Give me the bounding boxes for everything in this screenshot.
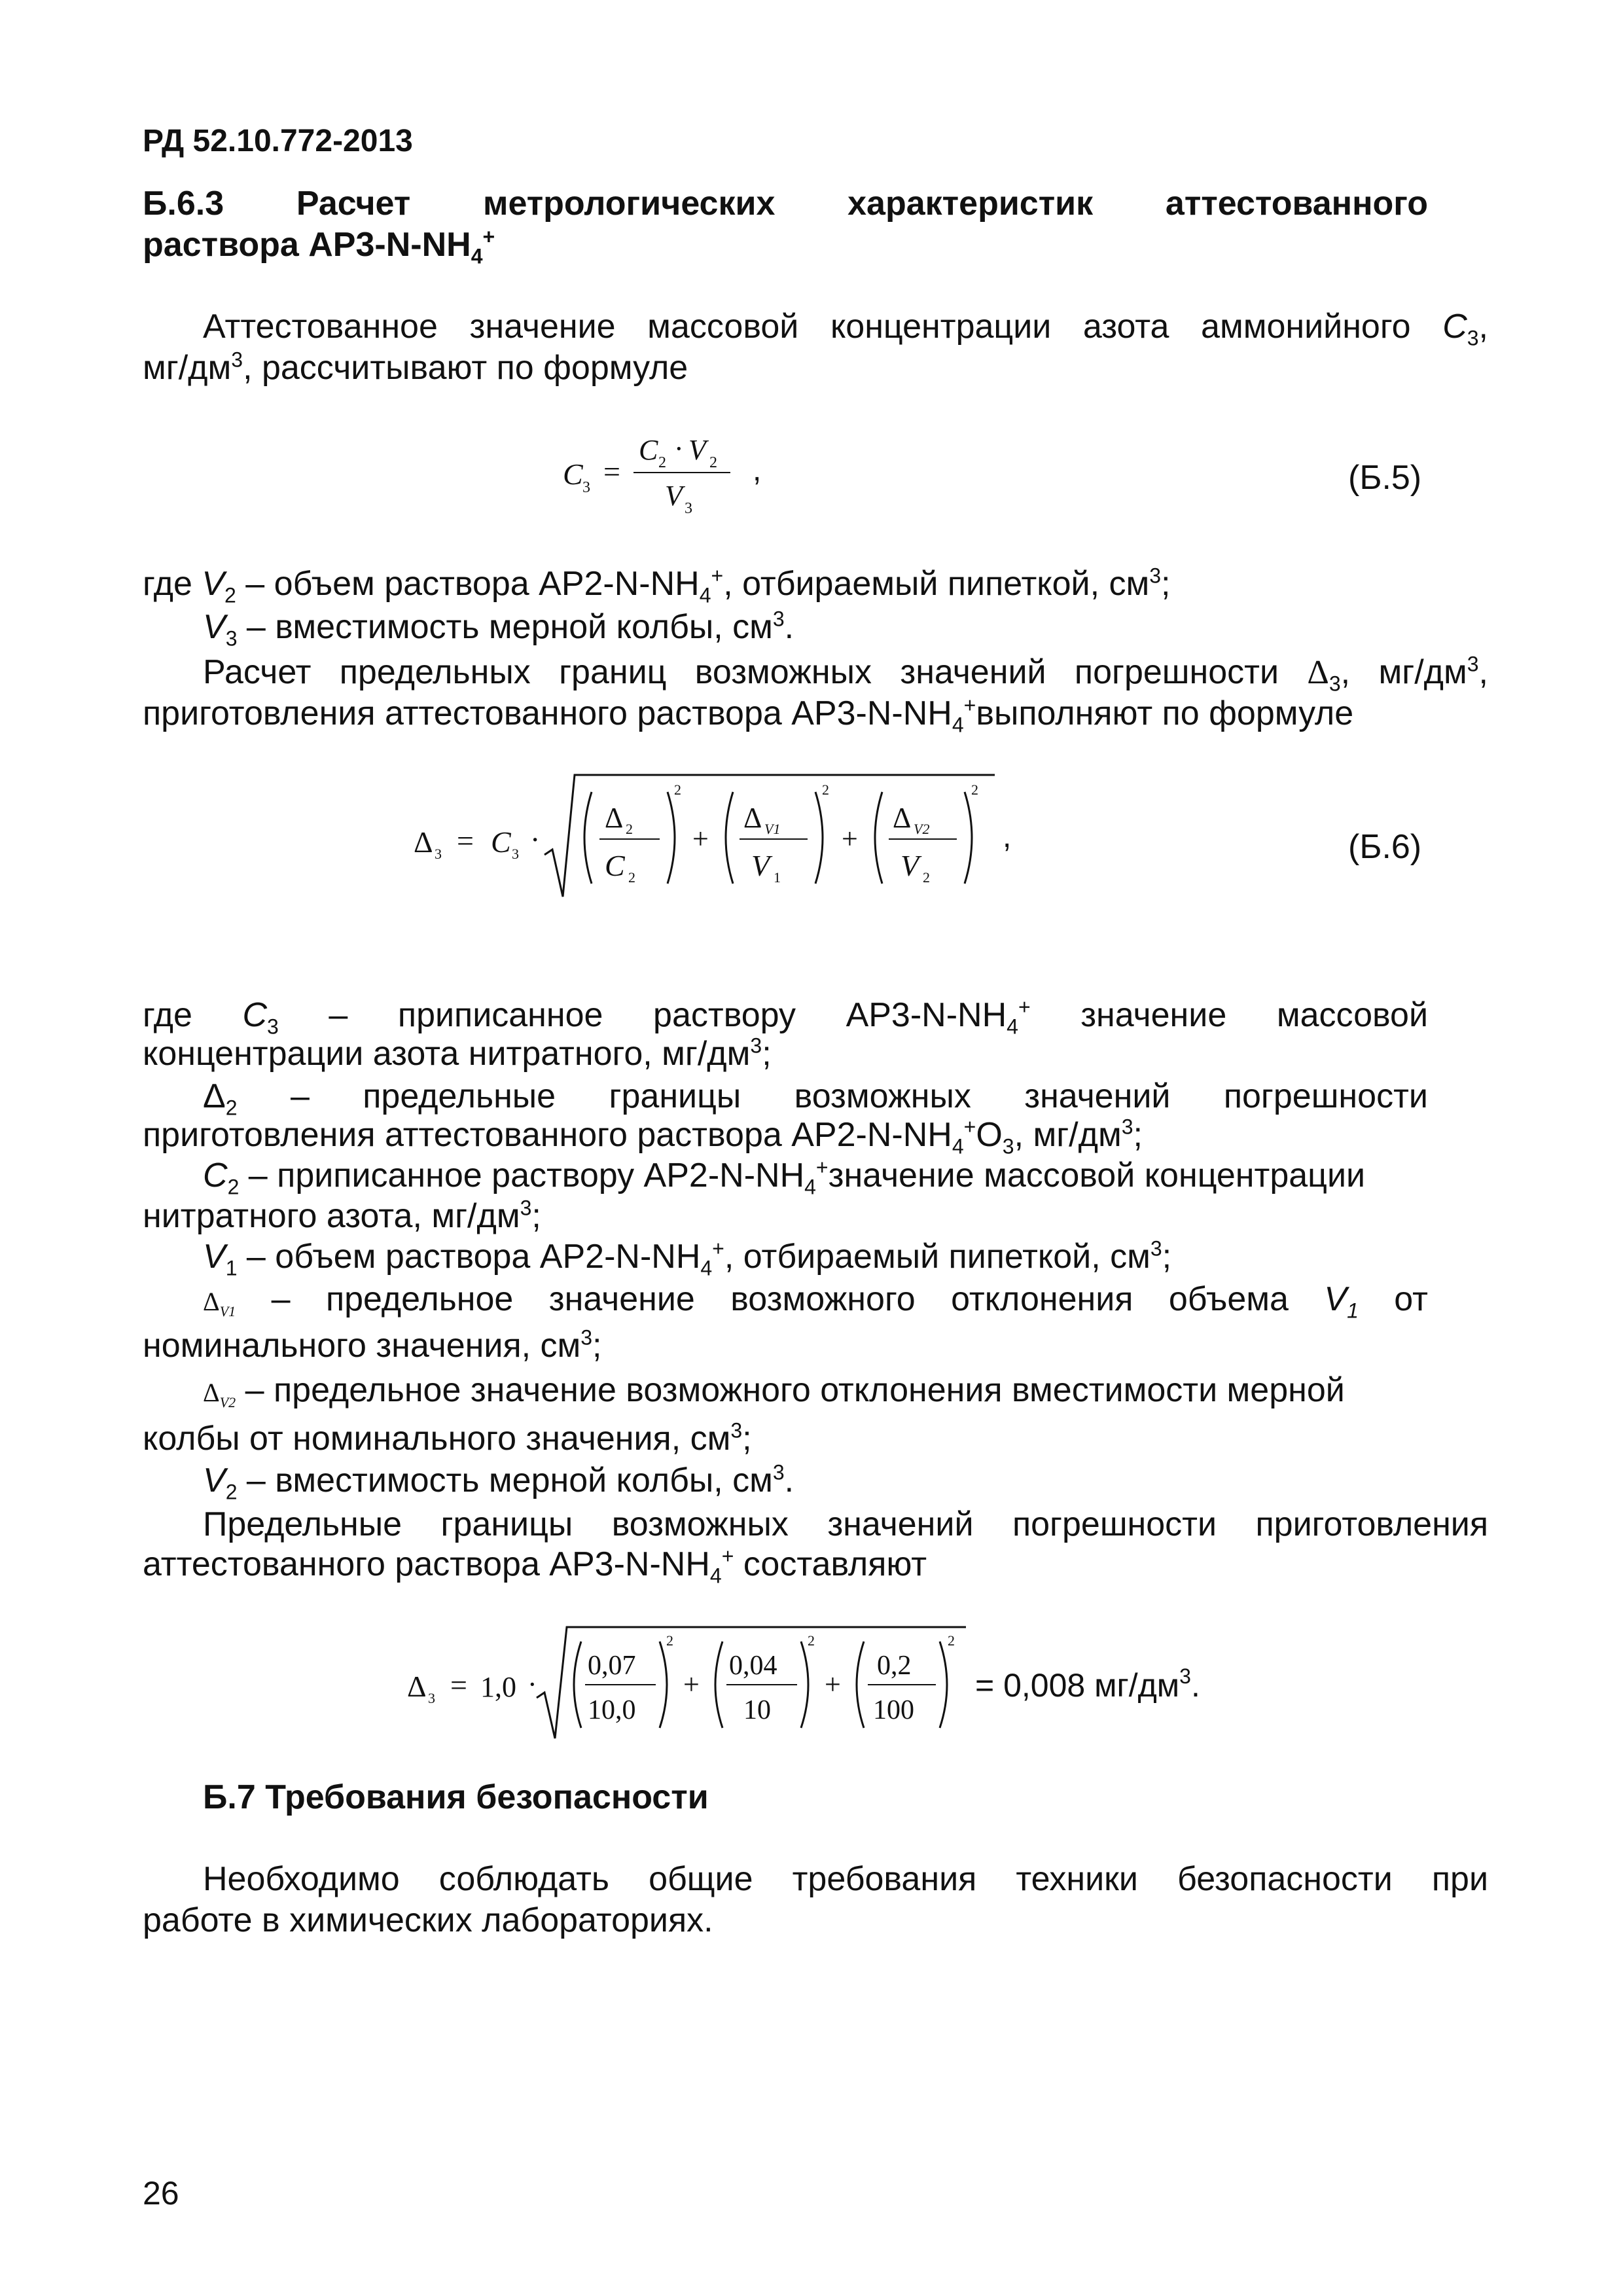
section-title-b63-line1: Б.6.3 Расчет метрологических характеристик аттестованного bbox=[143, 185, 1428, 223]
formula-b6-t2-den: V bbox=[751, 849, 770, 882]
paragraph-3-line2: аттестованного раствора $АР3-N-NH_4^+$ составляют bbox=[143, 1544, 927, 1588]
formula-b5-num-b: V bbox=[688, 434, 706, 466]
paragraph-2-line1: Расчет предельных границ возможных значений погрешности $\Delta_3$, $мг/дм^3$, bbox=[203, 652, 1488, 696]
calc-t3-paren-right bbox=[940, 1641, 947, 1728]
formula-b6-t1-num-sub: 2 bbox=[626, 821, 633, 837]
calc-t3-num: 0,2 bbox=[877, 1651, 912, 1681]
formula-b6-t3-num: Δ bbox=[893, 802, 912, 834]
calc-plus-2: + bbox=[825, 1668, 841, 1700]
formula-b6-t3-power: 2 bbox=[971, 781, 978, 798]
calc-plus-1: + bbox=[683, 1668, 700, 1700]
formula-b6-plus-2: + bbox=[842, 823, 858, 855]
calc-result: = 0,008 $мг/дм^3$. bbox=[975, 1664, 1200, 1704]
calc-t1-power: 2 bbox=[666, 1632, 673, 1649]
formula-b6-t2-num-sub: V1 bbox=[764, 821, 781, 837]
where2-c2-line2: нитратного азота, $мг/дм^3$; bbox=[143, 1196, 541, 1235]
formula-b6-t2-paren-left bbox=[726, 792, 733, 884]
formula-b5 bbox=[550, 419, 785, 530]
paragraph-1-line1: Аттестованное значение массовой концентрации азота аммонийного $C_3$, bbox=[203, 308, 1488, 350]
formula-b6-t1-den: C bbox=[605, 849, 625, 882]
calc-t2-den: 10 bbox=[743, 1695, 771, 1725]
formula-b6-dot: · bbox=[530, 823, 541, 856]
formula-b5-num-a: C bbox=[639, 434, 658, 466]
formula-b6-t3-den-sub: 2 bbox=[923, 869, 930, 886]
formula-b6-t2-num: Δ bbox=[743, 802, 762, 834]
formula-b6-eq: = bbox=[457, 824, 474, 857]
paragraph-4-line1: Необходимо соблюдать общие требования техники безопасности при bbox=[203, 1860, 1488, 1898]
formula-b6-c: C bbox=[491, 825, 511, 859]
formula-b5-lhs: C bbox=[563, 457, 583, 491]
formula-b6-t1-num: Δ bbox=[605, 802, 624, 834]
formula-b5-num-b-sub: 2 bbox=[709, 454, 717, 471]
where2-c2-line1: $C_2$ – приписанное раствору $АР2-N-NH_4^+значение$ массовой концентрации bbox=[203, 1155, 1366, 1199]
calc-eq: = bbox=[450, 1668, 467, 1702]
formula-b6-comma: , bbox=[1003, 819, 1012, 854]
formula-b6-t2-den-sub: 1 bbox=[774, 869, 781, 886]
calc-t2-power: 2 bbox=[808, 1632, 815, 1649]
where2-dv1-line2: номинального значения, $см^3$; bbox=[143, 1325, 602, 1365]
page-number: 26 bbox=[143, 2175, 179, 2212]
formula-b6-t1-paren-left bbox=[584, 792, 592, 884]
section-title-b7: Б.7 Требования безопасности bbox=[203, 1778, 709, 1816]
where2-dv2-line2: колбы от номинального значения, $см^3$; bbox=[143, 1418, 752, 1458]
calc-t3-paren-left bbox=[857, 1641, 864, 1728]
formula-b6-t2-paren-right bbox=[815, 792, 823, 884]
calc-t1-den: 10,0 bbox=[588, 1695, 636, 1725]
where2-v1-line: $V_1$ – объем раствора $АР2-N-NH_4^+$, отбираемый пипеткой, $см^3$; bbox=[203, 1236, 1172, 1280]
where2-d2-line2: приготовления аттестованного раствора $АР2-N-NH_4^+O_3$, $мг/дм^3$; bbox=[143, 1115, 1143, 1158]
paragraph-1-line2: $мг/дм^3$, рассчитывают по формуле bbox=[143, 348, 688, 387]
paragraph-2-line2: приготовления аттестованного раствора $АР3-N-NH_4^+выполняют$ по формуле bbox=[143, 693, 1354, 737]
formula-b6-plus-1: + bbox=[692, 823, 709, 855]
formula-b5-eq: = bbox=[603, 455, 620, 488]
formula-b5-num-a-sub: 2 bbox=[658, 454, 666, 471]
formula-b6-lhs-sub: 3 bbox=[435, 846, 442, 862]
where2-c3-line2: концентрации азота нитратного, $мг/дм^3$; bbox=[143, 1033, 772, 1073]
formula-calculation bbox=[399, 1617, 1250, 1754]
formula-b5-dot: · bbox=[674, 433, 684, 465]
formula-b6-number: (Б.6) bbox=[1348, 828, 1422, 866]
calc-dot: · bbox=[527, 1668, 537, 1700]
where1-v3-line: $V_3$ – вместимость мерной колбы, $см^3$. bbox=[203, 607, 794, 651]
calc-t1-paren-left bbox=[574, 1641, 581, 1728]
formula-b6-lhs: Δ bbox=[414, 825, 433, 859]
formula-b5-lhs-sub: 3 bbox=[582, 479, 590, 496]
paragraph-4-line2: работе в химических лабораториях. bbox=[143, 1901, 713, 1939]
where2-d2-line1: $\Delta_2$ – предельные границы возможных значений погрешности bbox=[203, 1077, 1428, 1120]
document-code: РД 52.10.772-2013 bbox=[143, 124, 413, 158]
where2-dv1-line1: $\Delta_{V1}$ – предельное значение возможного отклонения объема $V_1$ от bbox=[203, 1280, 1428, 1323]
formula-b6-t1-power: 2 bbox=[674, 781, 681, 798]
calc-t1-paren-right bbox=[660, 1641, 667, 1728]
calc-t1-num: 0,07 bbox=[588, 1651, 636, 1681]
calc-lhs: Δ bbox=[407, 1670, 427, 1703]
formula-b6-c-sub: 3 bbox=[512, 846, 519, 862]
calc-t2-num: 0,04 bbox=[729, 1651, 777, 1681]
formula-b6-t1-paren-right bbox=[668, 792, 675, 884]
where2-dv2-line1: $\Delta_{V2}$ – предельное значение возможного отклонения вместимости мерной bbox=[203, 1371, 1345, 1410]
formula-b6-t1-den-sub: 2 bbox=[628, 869, 635, 886]
formula-b6-t2-power: 2 bbox=[822, 781, 829, 798]
formula-b5-den: V bbox=[665, 480, 683, 512]
paragraph-3-line1: Предельные границы возможных значений погрешности приготовления bbox=[203, 1505, 1488, 1543]
formula-b6 bbox=[406, 766, 1034, 916]
where2-c3-line1: где $C_3$ – приписанное раствору $АР3-N-NH_4^+$ значение массовой bbox=[143, 995, 1428, 1039]
section-title-b63-line2: раствора $АР3-N-NH_4^+$ bbox=[143, 224, 495, 268]
calc-t2-paren-right bbox=[801, 1641, 808, 1728]
calc-lhs-sub: 3 bbox=[428, 1690, 435, 1706]
calc-t3-power: 2 bbox=[948, 1632, 955, 1649]
where1-v2-line: где $V_2$ – объем раствора $АР2-N-NH_4^+$, отбираемый пипеткой, $см^3$; bbox=[143, 564, 1171, 607]
formula-b5-comma: , bbox=[753, 453, 762, 488]
formula-b6-t3-paren-left bbox=[875, 792, 882, 884]
formula-b5-den-sub: 3 bbox=[685, 500, 692, 517]
calc-t3-den: 100 bbox=[873, 1695, 914, 1725]
formula-b5-number: (Б.5) bbox=[1348, 459, 1422, 497]
formula-b6-t3-den: V bbox=[901, 849, 919, 882]
formula-b6-t3-paren-right bbox=[965, 792, 972, 884]
calc-t2-paren-left bbox=[715, 1641, 722, 1728]
calc-coef: 1,0 bbox=[480, 1671, 516, 1703]
formula-b6-t3-num-sub: V2 bbox=[914, 821, 930, 837]
where2-v2-line: $V_2$ – вместимость мерной колбы, $см^3$. bbox=[203, 1460, 794, 1504]
